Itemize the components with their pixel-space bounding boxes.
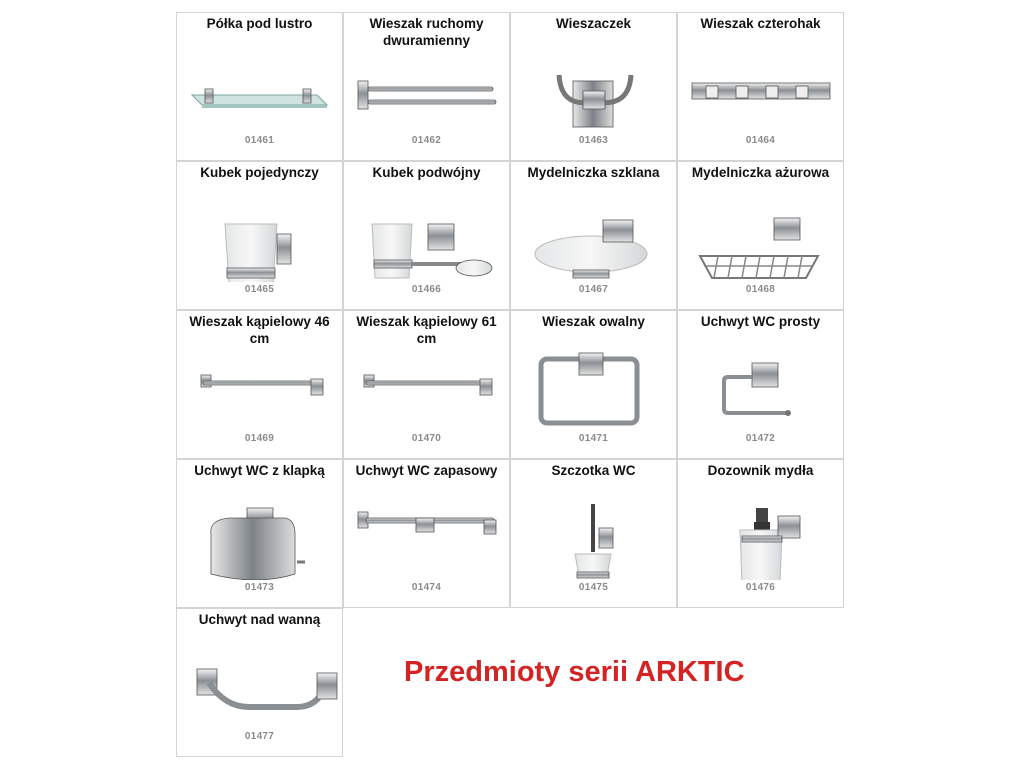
towel-bar-icon	[177, 351, 343, 431]
towel-ring-icon	[511, 351, 677, 431]
product-code: 01473	[244, 582, 275, 593]
product-card	[176, 608, 343, 757]
product-name: Mydelniczka szklana	[527, 165, 660, 180]
product-code: 01462	[411, 135, 442, 146]
glass-shelf-icon	[177, 53, 343, 133]
glass-soap-dish-icon	[511, 202, 677, 282]
product-code: 01471	[578, 433, 609, 444]
product-card	[510, 459, 677, 608]
product-name: Wieszak kąpielowy 46 cm	[189, 314, 330, 346]
product-code: 01461	[244, 135, 275, 146]
series-caption: Przedmioty serii ARKTIC	[404, 656, 745, 688]
product-code: 01477	[244, 731, 275, 742]
swivel-towel-rail-icon	[344, 53, 510, 133]
product-name: Wieszak ruchomy dwuramienny	[369, 16, 484, 48]
product-name: Mydelniczka ażurowa	[691, 165, 830, 180]
product-code: 01468	[745, 284, 776, 295]
product-card	[510, 310, 677, 459]
toilet-roll-holder-icon	[678, 351, 844, 431]
bath-grab-bar-icon	[177, 649, 343, 729]
covered-toilet-roll-holder-icon	[177, 500, 343, 580]
double-tumbler-icon	[344, 202, 510, 282]
product-card	[176, 459, 343, 608]
soap-dispenser-icon	[678, 500, 844, 580]
product-name: Dozownik mydła	[707, 463, 814, 478]
spare-roll-holder-icon	[344, 500, 510, 580]
product-name: Wieszak czterohak	[700, 16, 821, 31]
double-hook-icon	[511, 53, 677, 133]
product-name: Szczotka WC	[551, 463, 636, 478]
product-name: Wieszak kąpielowy 61 cm	[356, 314, 497, 346]
four-hook-rail-icon	[678, 53, 844, 133]
product-name: Wieszak owalny	[542, 314, 645, 329]
product-name: Wieszaczek	[556, 16, 631, 31]
product-card	[677, 310, 844, 459]
product-name: Uchwyt WC zapasowy	[355, 463, 498, 478]
product-code: 01466	[411, 284, 442, 295]
product-card	[677, 459, 844, 608]
product-code: 01472	[745, 433, 776, 444]
product-code: 01467	[578, 284, 609, 295]
long-towel-bar-icon	[344, 351, 510, 431]
product-code: 01465	[244, 284, 275, 295]
product-card	[343, 459, 510, 608]
product-code: 01464	[745, 135, 776, 146]
product-code: 01469	[244, 433, 275, 444]
wire-soap-basket-icon	[678, 202, 844, 282]
product-card	[343, 12, 510, 161]
product-card	[510, 161, 677, 310]
product-card	[510, 12, 677, 161]
product-name: Półka pod lustro	[206, 16, 313, 31]
product-card	[176, 310, 343, 459]
product-card	[343, 161, 510, 310]
product-name: Uchwyt WC z klapką	[194, 463, 325, 478]
product-card	[343, 310, 510, 459]
product-code: 01475	[578, 582, 609, 593]
single-tumbler-icon	[177, 202, 343, 282]
product-code: 01463	[578, 135, 609, 146]
product-card	[176, 12, 343, 161]
toilet-brush-icon	[511, 500, 677, 580]
product-name: Uchwyt WC prosty	[700, 314, 821, 329]
product-code: 01470	[411, 433, 442, 444]
product-name: Kubek pojedynczy	[200, 165, 319, 180]
product-name: Kubek podwójny	[372, 165, 481, 180]
product-card	[677, 12, 844, 161]
product-name: Uchwyt nad wanną	[198, 612, 321, 627]
product-catalog-grid	[176, 12, 845, 758]
product-card	[176, 161, 343, 310]
product-code: 01476	[745, 582, 776, 593]
product-card	[677, 161, 844, 310]
product-code: 01474	[411, 582, 442, 593]
